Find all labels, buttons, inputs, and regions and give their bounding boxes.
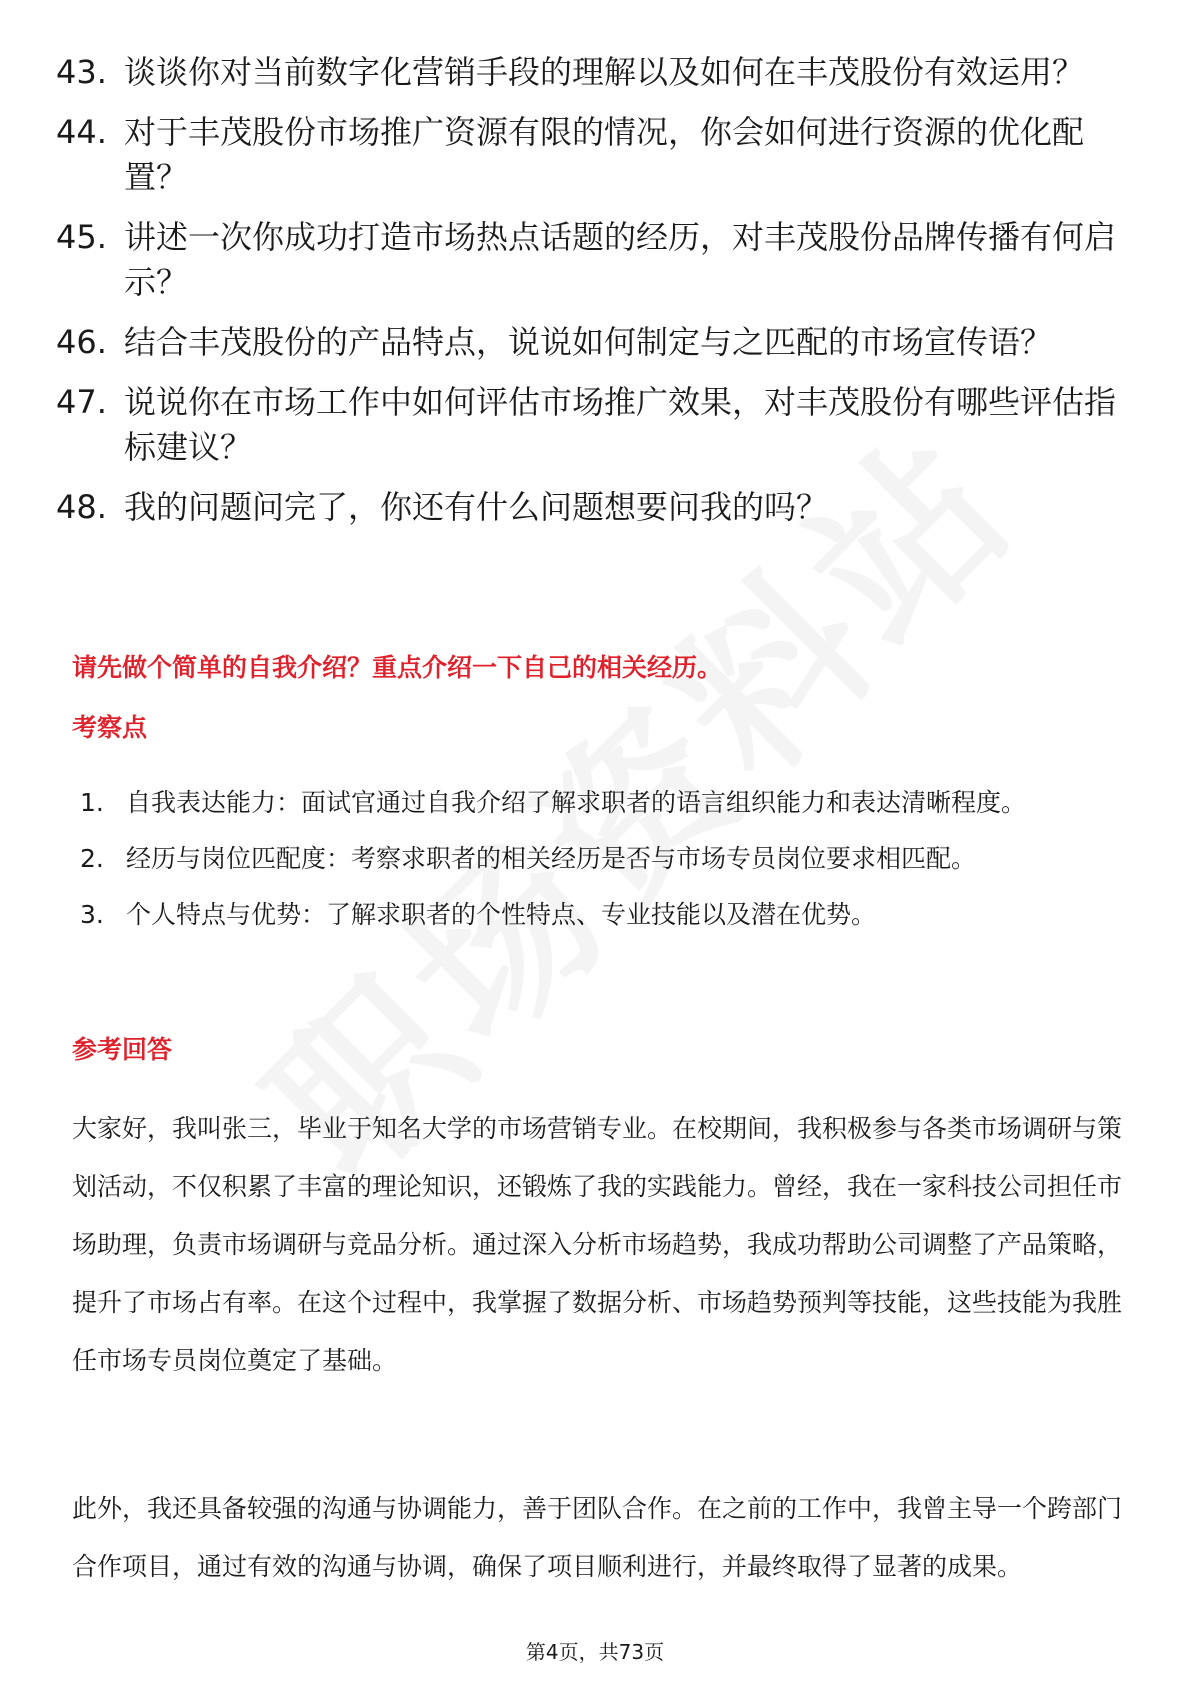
point-item	[80, 775, 1120, 831]
question-number: 48.	[56, 488, 107, 526]
points-list	[80, 775, 1120, 943]
question-item	[56, 110, 1136, 200]
question-item	[56, 320, 1136, 365]
question-item	[56, 485, 1136, 530]
point-item	[80, 831, 1120, 887]
answer-paragraph: 此外，我还具备较强的沟通与协调能力，善于团队合作。在之前的工作中，我曾主导一个跨部门合作项目，通过有效的沟通与协调，确保了项目顺利进行，并最终取得了显著的成果。	[72, 1494, 1123, 1581]
page-footer: 第4页，共73页	[525, 1640, 665, 1664]
question-text: 谈谈你对当前数字化营销手段的理解以及如何在丰茂股份有效运用？	[124, 53, 1085, 91]
question-text: 结合丰茂股份的产品特点，说说如何制定与之匹配的市场宣传语？	[124, 323, 1053, 361]
point-text: 自我表达能力：面试官通过自我介绍了解求职者的语言组织能力和表达清晰程度。	[126, 788, 1027, 817]
question-text: 讲述一次你成功打造市场热点话题的经历，对丰茂股份品牌传播有何启示？	[124, 218, 1117, 301]
points-heading: 考察点	[72, 713, 148, 742]
answer-paragraph: 大家好，我叫张三，毕业于知名大学的市场营销专业。在校期间，我积极参与各类市场调研与策划活动，不仅积累了丰富的理论知识，还锻炼了我的实践能力。曾经，我在一家科技公司担任市场助理，负责市场调研与竞品分析。通过深入分析市场趋势，我成功帮助公司调整了产品策略，提升了市场占有率。在这个过程中，我掌握了数据分析、市场趋势预判等技能，这些技能为我胜任市场专员岗位奠定了基础。	[72, 1114, 1123, 1375]
point-number: 1.	[80, 788, 104, 817]
question-number: 45.	[56, 218, 107, 256]
question-number: 47.	[56, 383, 107, 421]
answer-heading: 参考回答	[72, 1035, 173, 1064]
question-text: 对于丰茂股份市场推广资源有限的情况，你会如何进行资源的优化配置？	[124, 113, 1085, 196]
question-text: 说说你在市场工作中如何评估市场推广效果，对丰茂股份有哪些评估指标建议？	[124, 383, 1117, 466]
question-text: 我的问题问完了，你还有什么问题想要问我的吗？	[124, 488, 829, 526]
question-item	[56, 380, 1136, 470]
point-number: 2.	[80, 844, 104, 873]
question-item	[56, 215, 1136, 305]
main-question-heading: 请先做个简单的自我介绍？重点介绍一下自己的相关经历。	[72, 653, 723, 682]
question-list	[56, 50, 1136, 545]
point-item	[80, 887, 1120, 943]
point-text: 个人特点与优势：了解求职者的个性特点、专业技能以及潜在优势。	[126, 900, 877, 929]
question-item	[56, 50, 1136, 95]
question-number: 46.	[56, 323, 107, 361]
point-text: 经历与岗位匹配度：考察求职者的相关经历是否与市场专员岗位要求相匹配。	[126, 844, 977, 873]
question-number: 44.	[56, 113, 107, 151]
point-number: 3.	[80, 900, 104, 929]
question-number: 43.	[56, 53, 107, 91]
